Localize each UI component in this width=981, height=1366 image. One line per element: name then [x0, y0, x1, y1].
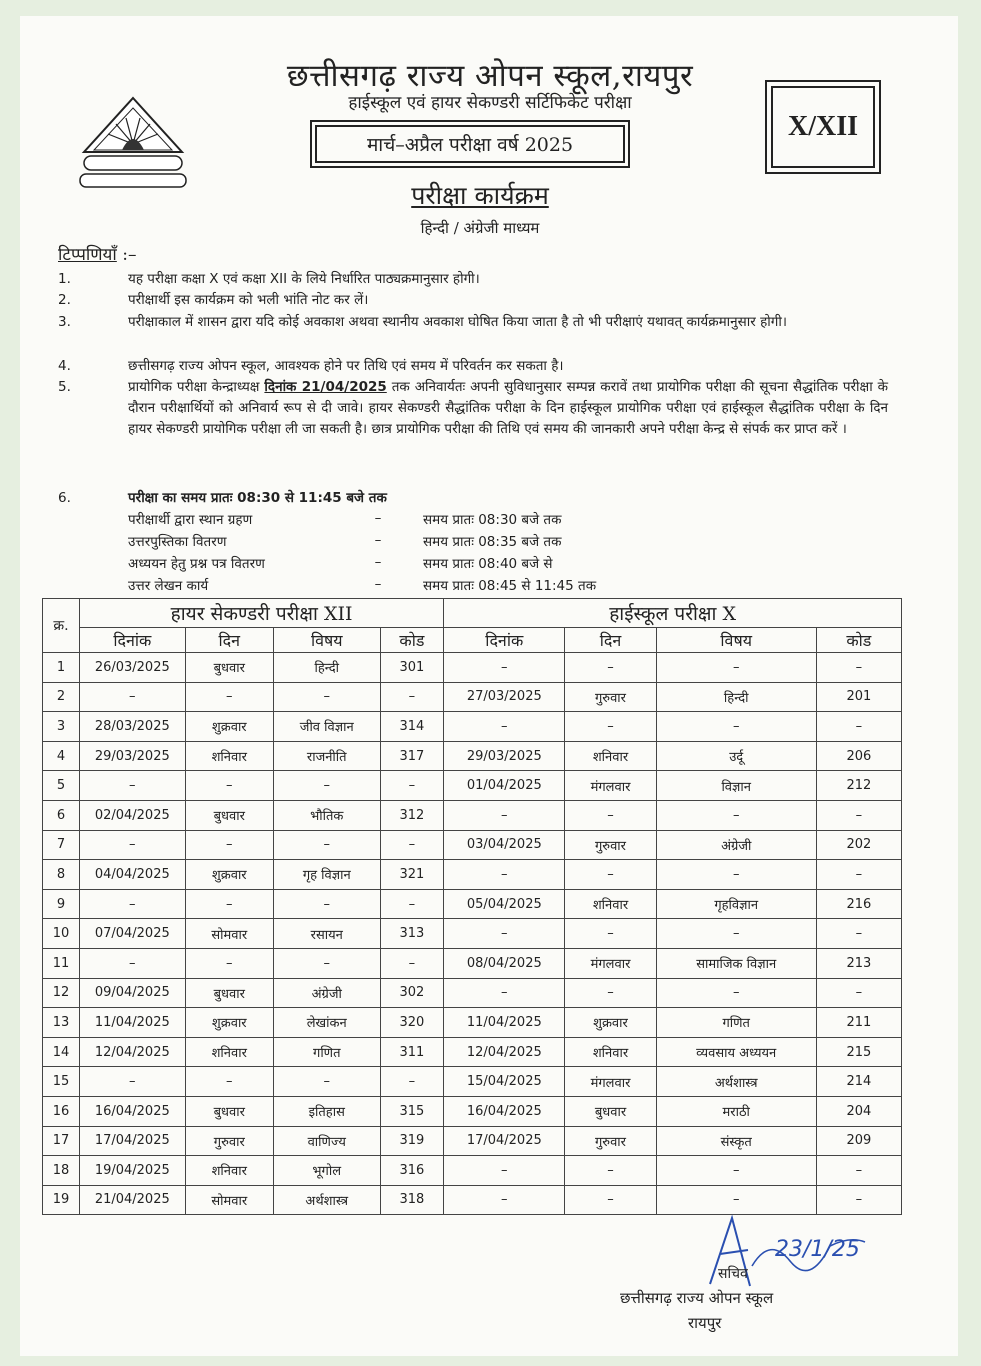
serial-cell: 5 [43, 771, 80, 801]
x-day-cell: – [565, 653, 656, 683]
xii-code-cell: 301 [380, 653, 444, 683]
x-subject-cell: विज्ञान [656, 771, 816, 801]
xii-date-cell: – [79, 682, 185, 712]
xii-day-cell: शुक्रवार [185, 860, 273, 890]
xii-date-cell: 21/04/2025 [79, 1185, 185, 1215]
xii-code-cell: 302 [380, 978, 444, 1008]
xii-day-cell: बुधवार [185, 800, 273, 830]
x-date-cell: – [444, 653, 565, 683]
x-subject-cell: व्यवसाय अध्ययन [656, 1037, 816, 1067]
xii-date-cell: – [79, 1067, 185, 1097]
x-day-cell: – [565, 919, 656, 949]
class-badge-label: X/XII [771, 86, 875, 168]
group-header-xii: हायर सेकण्डरी परीक्षा XII [79, 599, 443, 628]
xii-code-cell: 315 [380, 1096, 444, 1126]
table-row [43, 1096, 902, 1126]
xii-code-cell: 321 [380, 860, 444, 890]
x-code-cell: 211 [816, 1008, 901, 1038]
xii-day-cell: – [185, 830, 273, 860]
exam-time-heading: परीक्षा का समय प्रातः 08:30 से 11:45 बजे तक [128, 490, 387, 506]
x-date-cell: – [444, 978, 565, 1008]
x-code-cell: – [816, 919, 901, 949]
x-date-cell: – [444, 860, 565, 890]
x-code-cell: – [816, 712, 901, 742]
table-row [43, 741, 902, 771]
xii-code-cell: – [380, 889, 444, 919]
timing-label: अध्ययन हेतु प्रश्न पत्र वितरण [128, 556, 265, 572]
xii-subject-cell: वाणिज्य [273, 1126, 380, 1156]
xii-subject-cell: रसायन [273, 919, 380, 949]
xii-day-cell: शुक्रवार [185, 712, 273, 742]
x-day-cell: – [565, 860, 656, 890]
xii-code-cell: 320 [380, 1008, 444, 1038]
notes-heading [58, 242, 136, 265]
xii-code-cell: 318 [380, 1185, 444, 1215]
note-3 [58, 312, 888, 333]
x-date-cell: 11/04/2025 [444, 1008, 565, 1038]
xii-subject-cell: जीव विज्ञान [273, 712, 380, 742]
xii-date-cell: 11/04/2025 [79, 1008, 185, 1038]
serial-cell: 18 [43, 1156, 80, 1186]
table-row [43, 830, 902, 860]
xii-day-cell: – [185, 682, 273, 712]
xii-day-cell: – [185, 948, 273, 978]
x-day-cell: शनिवार [565, 741, 656, 771]
x-code-cell: – [816, 1156, 901, 1186]
serial-cell: 10 [43, 919, 80, 949]
xii-date-cell: 09/04/2025 [79, 978, 185, 1008]
note-text: छत्तीसगढ़ राज्य ओपन स्कूल, आवश्यक होने पर तिथि एवं समय में परिवर्तन कर सकता है। [128, 358, 564, 374]
xii-date-cell: 19/04/2025 [79, 1156, 185, 1186]
x-subject-cell: अर्थशास्त्र [656, 1067, 816, 1097]
note-text [128, 377, 888, 440]
xii-code-cell: 316 [380, 1156, 444, 1186]
signatory-city: रायपुर [688, 1314, 722, 1332]
xii-date-cell: 07/04/2025 [79, 919, 185, 949]
x-day-cell: मंगलवार [565, 771, 656, 801]
xii-day-cell: शनिवार [185, 741, 273, 771]
x-subject-cell: उर्दू [656, 741, 816, 771]
timing-dash: – [374, 510, 382, 526]
document-page [20, 16, 958, 1356]
xii-day-cell: बुधवार [185, 978, 273, 1008]
x-code-cell: – [816, 1185, 901, 1215]
xii-subject-cell: गणित [273, 1037, 380, 1067]
x-day-cell: – [565, 800, 656, 830]
xii-date-cell: 16/04/2025 [79, 1096, 185, 1126]
document-subtitle: हाईस्कूल एवं हायर सेकण्डरी सर्टिफिकेट परीक्षा [348, 93, 632, 113]
table-row [43, 712, 902, 742]
serial-cell: 13 [43, 1008, 80, 1038]
xii-date-cell: 17/04/2025 [79, 1126, 185, 1156]
xii-day-cell: सोमवार [185, 919, 273, 949]
xii-code-cell: 314 [380, 712, 444, 742]
x-subject-cell: अंग्रेजी [656, 830, 816, 860]
column-header: विषय [656, 628, 816, 653]
column-header: दिनांक [444, 628, 565, 653]
timing-label: उत्तरपुस्तिका वितरण [128, 534, 227, 550]
xii-subject-cell: हिन्दी [273, 653, 380, 683]
note-number: 3. [58, 314, 71, 330]
x-subject-cell: – [656, 919, 816, 949]
xii-day-cell: – [185, 771, 273, 801]
x-code-cell: 214 [816, 1067, 901, 1097]
xii-date-cell: 26/03/2025 [79, 653, 185, 683]
table-row [43, 1126, 902, 1156]
xii-code-cell: – [380, 948, 444, 978]
note-2 [58, 290, 888, 311]
xii-code-cell: 312 [380, 800, 444, 830]
x-code-cell: 202 [816, 830, 901, 860]
table-row [43, 1037, 902, 1067]
column-header: दिन [185, 628, 273, 653]
xii-date-cell: – [79, 830, 185, 860]
class-badge [765, 80, 881, 174]
column-header: विषय [273, 628, 380, 653]
x-code-cell: – [816, 860, 901, 890]
x-day-cell: – [565, 978, 656, 1008]
x-day-cell: शनिवार [565, 1037, 656, 1067]
table-row [43, 978, 902, 1008]
xii-date-cell: 12/04/2025 [79, 1037, 185, 1067]
x-date-cell: – [444, 919, 565, 949]
exam-schedule-table [42, 598, 902, 1215]
serial-cell: 9 [43, 889, 80, 919]
xii-subject-cell: इतिहास [273, 1096, 380, 1126]
x-day-cell: गुरुवार [565, 682, 656, 712]
x-subject-cell: संस्कृत [656, 1126, 816, 1156]
x-subject-cell: हिन्दी [656, 682, 816, 712]
note-number: 1. [58, 271, 71, 287]
xii-code-cell: – [380, 830, 444, 860]
x-day-cell: शनिवार [565, 889, 656, 919]
x-date-cell: 15/04/2025 [444, 1067, 565, 1097]
table-row [43, 771, 902, 801]
note-number: 4. [58, 358, 71, 374]
xii-subject-cell: – [273, 682, 380, 712]
xii-day-cell: शुक्रवार [185, 1008, 273, 1038]
xii-subject-cell: – [273, 830, 380, 860]
timing-dash: – [374, 554, 382, 570]
serial-header: क्र. [43, 599, 80, 653]
timing-label: उत्तर लेखन कार्य [128, 578, 209, 594]
serial-cell: 17 [43, 1126, 80, 1156]
signatory-org: छत्तीसगढ़ राज्य ओपन स्कूल [620, 1289, 774, 1307]
xii-subject-cell: लेखांकन [273, 1008, 380, 1038]
xii-code-cell: – [380, 771, 444, 801]
table-row [43, 1067, 902, 1097]
xii-date-cell: 02/04/2025 [79, 800, 185, 830]
timing-dash: – [374, 532, 382, 548]
xii-subject-cell: अंग्रेजी [273, 978, 380, 1008]
xii-subject-cell: अर्थशास्त्र [273, 1185, 380, 1215]
xii-code-cell: 319 [380, 1126, 444, 1156]
serial-cell: 6 [43, 800, 80, 830]
x-day-cell: – [565, 1185, 656, 1215]
table-row [43, 800, 902, 830]
xii-date-cell: – [79, 948, 185, 978]
x-date-cell: – [444, 1156, 565, 1186]
xii-day-cell: – [185, 889, 273, 919]
serial-cell: 8 [43, 860, 80, 890]
x-subject-cell: सामाजिक विज्ञान [656, 948, 816, 978]
notes-heading-text: टिप्पणियाँ [58, 245, 117, 265]
x-date-cell: 01/04/2025 [444, 771, 565, 801]
note-text: परीक्षार्थी इस कार्यक्रम को भली भांति नोट कर लें। [128, 292, 369, 308]
x-code-cell: – [816, 800, 901, 830]
xii-day-cell: बुधवार [185, 653, 273, 683]
x-date-cell: 29/03/2025 [444, 741, 565, 771]
xii-code-cell: 317 [380, 741, 444, 771]
x-day-cell: गुरुवार [565, 1126, 656, 1156]
x-code-cell: – [816, 653, 901, 683]
x-date-cell: – [444, 712, 565, 742]
xii-code-cell: 313 [380, 919, 444, 949]
serial-cell: 19 [43, 1185, 80, 1215]
practical-deadline-date: दिनांक 21/04/2025 [264, 379, 387, 395]
medium-label: हिन्दी / अंग्रेजी माध्यम [420, 219, 540, 237]
schedule-body [43, 653, 902, 1215]
note-4 [58, 356, 888, 377]
group-header-x: हाईस्कूल परीक्षा X [444, 599, 902, 628]
timing-value: समय प्रातः 08:35 बजे तक [423, 534, 562, 550]
signature-date: 23/1/25 [775, 1237, 860, 1262]
column-header: कोड [816, 628, 901, 653]
x-date-cell: 03/04/2025 [444, 830, 565, 860]
x-code-cell: 212 [816, 771, 901, 801]
x-day-cell: मंगलवार [565, 948, 656, 978]
xii-date-cell: – [79, 889, 185, 919]
xii-code-cell: – [380, 1067, 444, 1097]
x-subject-cell: – [656, 712, 816, 742]
xii-subject-cell: – [273, 1067, 380, 1097]
x-code-cell: 216 [816, 889, 901, 919]
xii-day-cell: शनिवार [185, 1156, 273, 1186]
x-subject-cell: गृहविज्ञान [656, 889, 816, 919]
x-day-cell: मंगलवार [565, 1067, 656, 1097]
x-date-cell: 16/04/2025 [444, 1096, 565, 1126]
serial-cell: 3 [43, 712, 80, 742]
serial-cell: 1 [43, 653, 80, 683]
xii-date-cell: 28/03/2025 [79, 712, 185, 742]
x-date-cell: – [444, 1185, 565, 1215]
note-text: परीक्षाकाल में शासन द्वारा यदि कोई अवकाश अथवा स्थानीय अवकाश घोषित किया जाता है तो भी परीक्षाएं यथावत् कार्यक्रमानुसार होगी। [128, 314, 787, 330]
x-subject-cell: – [656, 1185, 816, 1215]
xii-subject-cell: भौतिक [273, 800, 380, 830]
x-subject-cell: – [656, 1156, 816, 1186]
xii-subject-cell: – [273, 889, 380, 919]
xii-code-cell: 311 [380, 1037, 444, 1067]
table-row [43, 653, 902, 683]
xii-date-cell: 29/03/2025 [79, 741, 185, 771]
note-5-post: तक अनिवार्यतः अपनी सुविधानुसार सम्पन्न करावें तथा प्रायोगिक परीक्षा की सूचना सैद्धांतिक परीक्षा के दौरान परीक्षार्थियों को अनिवार्य रूप से दी जावे। हायर सेकण्डरी सैद्धांतिक परीक्षा के दिन हाईस्कूल प्रायोगिक परीक्षा एवं हाईस्कूल सैद्धांतिक परीक्षा के दिन हायर सेकण्डरी प्रायोगिक परीक्षा ली जा सकती है। छात्र प्रायोगिक परीक्षा की तिथि एवं समय की जानकारी अपने परीक्षा केन्द्र से संपर्क कर प्राप्त करें । [128, 379, 888, 437]
serial-cell: 12 [43, 978, 80, 1008]
serial-cell: 16 [43, 1096, 80, 1126]
note-number: 6. [58, 490, 71, 506]
column-header: दिनांक [79, 628, 185, 653]
xii-day-cell: बुधवार [185, 1096, 273, 1126]
x-code-cell: 209 [816, 1126, 901, 1156]
xii-subject-cell: – [273, 771, 380, 801]
x-date-cell: 17/04/2025 [444, 1126, 565, 1156]
xii-subject-cell: – [273, 948, 380, 978]
serial-cell: 15 [43, 1067, 80, 1097]
note-5-pre: प्रायोगिक परीक्षा केन्द्राध्यक्ष [128, 379, 265, 395]
table-row [43, 682, 902, 712]
timing-dash: – [374, 576, 382, 592]
x-subject-cell: – [656, 653, 816, 683]
x-date-cell: 05/04/2025 [444, 889, 565, 919]
x-subject-cell: – [656, 860, 816, 890]
timing-value: समय प्रातः 08:30 बजे तक [423, 512, 562, 528]
table-row [43, 1008, 902, 1038]
note-number: 5. [58, 379, 71, 395]
x-day-cell: बुधवार [565, 1096, 656, 1126]
x-date-cell: 08/04/2025 [444, 948, 565, 978]
x-day-cell: शुक्रवार [565, 1008, 656, 1038]
table-row [43, 860, 902, 890]
column-header: कोड [380, 628, 444, 653]
serial-cell: 2 [43, 682, 80, 712]
table-row [43, 948, 902, 978]
x-day-cell: – [565, 712, 656, 742]
document-title: छत्तीसगढ़ राज्य ओपन स्कूल,रायपुर [286, 58, 694, 94]
note-text: यह परीक्षा कक्षा X एवं कक्षा XII के लिये निर्धारित पाठ्यक्रमानुसार होगी। [128, 271, 480, 287]
x-subject-cell: – [656, 800, 816, 830]
notes-heading-suffix: :– [116, 245, 137, 265]
x-day-cell: – [565, 1156, 656, 1186]
x-date-cell: 12/04/2025 [444, 1037, 565, 1067]
xii-day-cell: गुरुवार [185, 1126, 273, 1156]
handwritten-signature [680, 1206, 880, 1296]
xii-day-cell: सोमवार [185, 1185, 273, 1215]
timing-label: परीक्षार्थी द्वारा स्थान ग्रहण [128, 512, 253, 528]
xii-day-cell: – [185, 1067, 273, 1097]
column-header: दिन [565, 628, 656, 653]
xii-subject-cell: भूगोल [273, 1156, 380, 1186]
xii-subject-cell: राजनीति [273, 741, 380, 771]
x-subject-cell: मराठी [656, 1096, 816, 1126]
table-row [43, 889, 902, 919]
table-row [43, 919, 902, 949]
serial-cell: 11 [43, 948, 80, 978]
signatory-title: सचिव [718, 1266, 748, 1282]
programme-title: परीक्षा कार्यक्रम [411, 181, 549, 210]
xii-date-cell: – [79, 771, 185, 801]
table-row [43, 1156, 902, 1186]
timing-value: समय प्रातः 08:45 से 11:45 तक [423, 578, 597, 594]
timing-value: समय प्रातः 08:40 बजे से [423, 556, 553, 572]
note-5 [58, 377, 888, 440]
x-date-cell: 27/03/2025 [444, 682, 565, 712]
x-code-cell: – [816, 978, 901, 1008]
xii-subject-cell: गृह विज्ञान [273, 860, 380, 890]
note-number: 2. [58, 292, 71, 308]
serial-cell: 7 [43, 830, 80, 860]
session-box [310, 120, 630, 168]
x-code-cell: 213 [816, 948, 901, 978]
serial-cell: 14 [43, 1037, 80, 1067]
note-1 [58, 269, 888, 290]
xii-code-cell: – [380, 682, 444, 712]
xii-date-cell: 04/04/2025 [79, 860, 185, 890]
serial-cell: 4 [43, 741, 80, 771]
x-code-cell: 201 [816, 682, 901, 712]
xii-day-cell: शनिवार [185, 1037, 273, 1067]
x-code-cell: 204 [816, 1096, 901, 1126]
session-label: मार्च–अप्रैल परीक्षा वर्ष 2025 [315, 125, 625, 163]
x-date-cell: – [444, 800, 565, 830]
x-code-cell: 215 [816, 1037, 901, 1067]
x-subject-cell: गणित [656, 1008, 816, 1038]
x-day-cell: गुरुवार [565, 830, 656, 860]
x-code-cell: 206 [816, 741, 901, 771]
school-logo-icon [78, 94, 188, 200]
x-subject-cell: – [656, 978, 816, 1008]
